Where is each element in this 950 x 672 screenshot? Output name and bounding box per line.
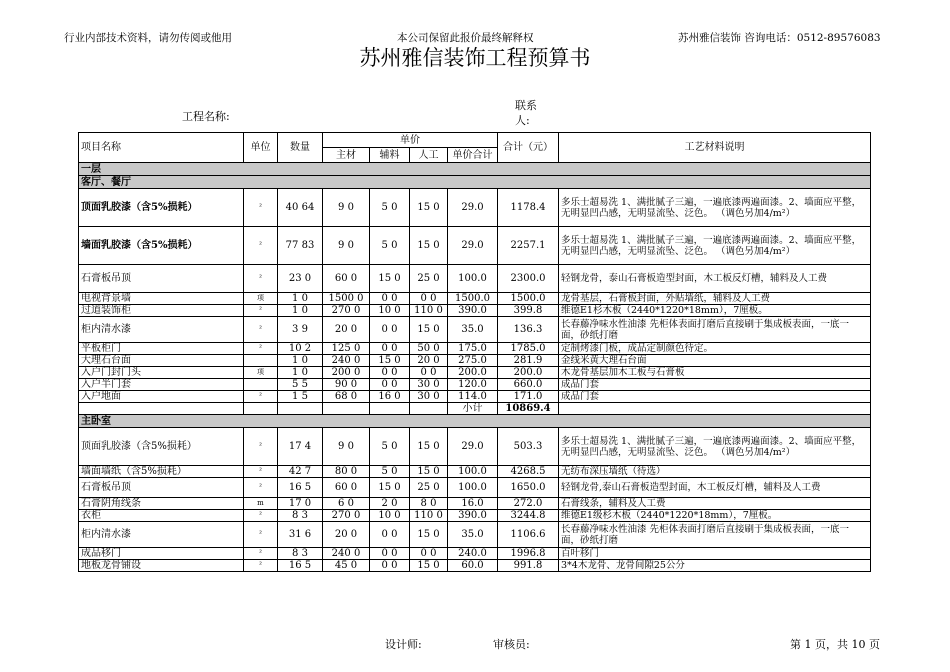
table-row	[79, 522, 871, 548]
item-aux-price: 15 0	[370, 265, 410, 293]
item-qty: 40 64	[278, 189, 323, 227]
item-unit: ²	[244, 428, 278, 466]
item-total: 171.0	[498, 391, 559, 403]
item-description: 定制烤漆门板，成品定制颜色待定。	[559, 343, 871, 355]
item-total: 991.8	[498, 560, 559, 572]
item-description: 无纺布深压墙纸（待选）	[559, 466, 871, 478]
item-total: 200.0	[498, 367, 559, 379]
col-qty: 数量	[278, 133, 323, 163]
item-main-price: 125 0	[323, 343, 370, 355]
item-main-price: 45 0	[323, 560, 370, 572]
subtotal-value: 10869.4	[498, 403, 559, 415]
item-name: 电视背景墙	[79, 293, 244, 305]
col-unit: 单位	[244, 133, 278, 163]
item-name: 墙面乳胶漆（含5%损耗）	[79, 227, 244, 265]
item-description: 长春藤净味水性油漆 先柜体表面打磨后直接刷于集成板表面，一底一面，砂纸打磨	[559, 317, 871, 343]
item-name: 石膏板吊顶	[79, 478, 244, 498]
item-aux-price: 5 0	[370, 428, 410, 466]
item-description: 长春藤净味水性油漆 先柜体表面打磨后直接刷于集成板表面，一底一面，砂纸打磨	[559, 522, 871, 548]
item-name: 柜内清水漆	[79, 317, 244, 343]
item-unit-subtotal: 240.0	[448, 548, 498, 560]
item-description: 维德E1杉木板（2440*1220*18mm），7厘板。	[559, 305, 871, 317]
item-unit-subtotal: 390.0	[448, 305, 498, 317]
col-name: 项目名称	[79, 133, 244, 163]
item-labor-price: 0 0	[410, 548, 448, 560]
table-row	[79, 548, 871, 560]
item-description: 成品门套	[559, 391, 871, 403]
item-qty: 42 7	[278, 466, 323, 478]
item-main-price: 200 0	[323, 367, 370, 379]
item-unit-subtotal: 100.0	[448, 265, 498, 293]
item-aux-price: 0 0	[370, 548, 410, 560]
table-row	[79, 379, 871, 391]
item-main-price: 6 0	[323, 498, 370, 510]
item-total: 1650.0	[498, 478, 559, 498]
item-main-price: 60 0	[323, 478, 370, 498]
item-aux-price: 10 0	[370, 510, 410, 522]
item-name: 入户地面	[79, 391, 244, 403]
item-qty: 3 9	[278, 317, 323, 343]
item-total: 4268.5	[498, 466, 559, 478]
item-name: 入户门封门头	[79, 367, 244, 379]
item-unit-subtotal: 114.0	[448, 391, 498, 403]
table-row	[79, 367, 871, 379]
item-total: 3244.8	[498, 510, 559, 522]
item-aux-price: 2 0	[370, 498, 410, 510]
section-master-bedroom	[79, 415, 871, 428]
company-contact: 苏州雅信装饰 咨询电话：0512-89576083	[678, 32, 881, 44]
item-description: 百叶移门	[559, 548, 871, 560]
item-unit-subtotal: 35.0	[448, 317, 498, 343]
item-main-price: 9 0	[323, 189, 370, 227]
item-main-price: 68 0	[323, 391, 370, 403]
item-unit-subtotal: 175.0	[448, 343, 498, 355]
section-title: 一层	[79, 163, 871, 176]
item-qty: 8 3	[278, 510, 323, 522]
item-unit: 项	[244, 367, 278, 379]
item-name: 顶面乳胶漆（含5%损耗）	[79, 189, 244, 227]
item-unit-subtotal: 29.0	[448, 189, 498, 227]
item-unit-subtotal: 29.0	[448, 428, 498, 466]
item-aux-price: 5 0	[370, 227, 410, 265]
item-qty: 1 5	[278, 391, 323, 403]
item-total: 2300.0	[498, 265, 559, 293]
item-qty: 1 0	[278, 367, 323, 379]
item-total: 1500.0	[498, 293, 559, 305]
item-aux-price: 0 0	[370, 367, 410, 379]
item-total: 1106.6	[498, 522, 559, 548]
table-row	[79, 466, 871, 478]
item-name: 过道装饰柜	[79, 305, 244, 317]
table-row	[79, 560, 871, 572]
item-main-price: 20 0	[323, 522, 370, 548]
item-main-price: 9 0	[323, 428, 370, 466]
item-labor-price: 110 0	[410, 305, 448, 317]
item-main-price: 270 0	[323, 305, 370, 317]
item-aux-price: 0 0	[370, 293, 410, 305]
item-labor-price: 30 0	[410, 391, 448, 403]
item-aux-price: 0 0	[370, 560, 410, 572]
item-description: 3*4木龙骨、龙骨间隙25公分	[559, 560, 871, 572]
item-name: 衣柜	[79, 510, 244, 522]
item-labor-price: 0 0	[410, 293, 448, 305]
item-qty: 16 5	[278, 560, 323, 572]
item-qty: 16 5	[278, 478, 323, 498]
col-aux: 辅料	[370, 148, 410, 163]
item-description: 多乐士超易洗 1、满批腻子三遍，一遍底漆两遍面漆。2、墙面应平整，无明显凹凸感，无明显流坠、泛色。 （调色另加4/m²）	[559, 227, 871, 265]
item-unit	[244, 355, 278, 367]
item-unit: ²	[244, 227, 278, 265]
item-labor-price: 15 0	[410, 227, 448, 265]
table-row	[79, 355, 871, 367]
item-qty: 5 5	[278, 379, 323, 391]
budget-table	[78, 132, 871, 572]
table-row	[79, 343, 871, 355]
item-total: 399.8	[498, 305, 559, 317]
item-total: 1178.4	[498, 189, 559, 227]
item-unit: ²	[244, 317, 278, 343]
item-aux-price: 5 0	[370, 466, 410, 478]
item-unit: ²	[244, 522, 278, 548]
item-description: 木龙骨基层加木工板与石膏板	[559, 367, 871, 379]
designer-label: 设计师:	[385, 638, 422, 651]
rights-note: 本公司保留此报价最终解释权	[397, 32, 534, 44]
item-unit-subtotal: 1500.0	[448, 293, 498, 305]
item-unit-subtotal: 100.0	[448, 466, 498, 478]
item-main-price: 80 0	[323, 466, 370, 478]
item-qty: 77 83	[278, 227, 323, 265]
table-row	[79, 510, 871, 522]
item-aux-price: 0 0	[370, 343, 410, 355]
item-description: 多乐士超易洗 1、满批腻子三遍，一遍底漆两遍面漆。2、墙面应平整，无明显凹凸感，无明显流坠、泛色。 （调色另加4/m²）	[559, 189, 871, 227]
section-title: 主卧室	[79, 415, 871, 428]
table-row	[79, 305, 871, 317]
item-main-price: 20 0	[323, 317, 370, 343]
contact-label-line2: 人:	[515, 114, 530, 127]
table-row	[79, 478, 871, 498]
item-description: 多乐士超易洗 1、满批腻子三遍，一遍底漆两遍面漆。2、墙面应平整，无明显凹凸感，无明显流坠、泛色。 （调色另加4/m²）	[559, 428, 871, 466]
item-unit: ²	[244, 189, 278, 227]
item-qty: 23 0	[278, 265, 323, 293]
item-labor-price: 110 0	[410, 510, 448, 522]
item-unit: ²	[244, 510, 278, 522]
item-description: 维德E1级杉木板（2440*1220*18mm），7厘板。	[559, 510, 871, 522]
item-qty: 17 0	[278, 498, 323, 510]
item-total: 1996.8	[498, 548, 559, 560]
table-row	[79, 391, 871, 403]
page-indicator: 第 1 页，共 10 页	[790, 638, 880, 651]
section-living	[79, 176, 871, 189]
item-name: 大理石台面	[79, 355, 244, 367]
item-qty: 31 6	[278, 522, 323, 548]
item-unit: ²	[244, 391, 278, 403]
col-unit-price: 单价	[323, 133, 498, 148]
col-labor: 人工	[410, 148, 448, 163]
table-row	[79, 428, 871, 466]
item-unit-subtotal: 100.0	[448, 478, 498, 498]
subtotal-row	[79, 403, 871, 415]
item-main-price: 270 0	[323, 510, 370, 522]
item-aux-price: 15 0	[370, 478, 410, 498]
item-labor-price: 15 0	[410, 428, 448, 466]
section-title: 客厅、餐厅	[79, 176, 871, 189]
table-row	[79, 498, 871, 510]
item-unit: m	[244, 498, 278, 510]
item-qty: 1 0	[278, 355, 323, 367]
item-labor-price: 50 0	[410, 343, 448, 355]
project-name-label: 工程名称:	[182, 110, 230, 123]
item-total: 136.3	[498, 317, 559, 343]
item-aux-price: 5 0	[370, 189, 410, 227]
item-name: 柜内清水漆	[79, 522, 244, 548]
item-total: 2257.1	[498, 227, 559, 265]
item-description: 轻钢龙骨,泰山石膏板造型封面，木工板反灯槽，辅料及人工费	[559, 478, 871, 498]
item-main-price: 60 0	[323, 265, 370, 293]
subtotal-label: 小计	[448, 403, 498, 415]
item-unit-subtotal: 29.0	[448, 227, 498, 265]
item-labor-price: 8 0	[410, 498, 448, 510]
item-main-price: 240 0	[323, 355, 370, 367]
item-aux-price: 0 0	[370, 317, 410, 343]
item-main-price: 90 0	[323, 379, 370, 391]
col-desc: 工艺材料说明	[559, 133, 871, 163]
item-name: 墙面墙纸（含5%损耗）	[79, 466, 244, 478]
item-qty: 8 3	[278, 548, 323, 560]
item-labor-price: 30 0	[410, 379, 448, 391]
table-row	[79, 227, 871, 265]
table-row	[79, 189, 871, 227]
confidential-note: 行业内部技术资料，请勿传阅或他用	[64, 32, 232, 44]
item-description: 成品门套	[559, 379, 871, 391]
item-name: 石膏阴角线条	[79, 498, 244, 510]
item-qty: 10 2	[278, 343, 323, 355]
section-floor1	[79, 163, 871, 176]
item-unit: ²	[244, 265, 278, 293]
item-labor-price: 15 0	[410, 466, 448, 478]
item-qty: 17 4	[278, 428, 323, 466]
table-row	[79, 293, 871, 305]
item-qty: 1 0	[278, 305, 323, 317]
reviewer-label: 审核员:	[493, 638, 530, 651]
item-labor-price: 20 0	[410, 355, 448, 367]
item-unit-subtotal: 16.0	[448, 498, 498, 510]
item-unit-subtotal: 390.0	[448, 510, 498, 522]
item-total: 660.0	[498, 379, 559, 391]
item-name: 入户半门套	[79, 379, 244, 391]
item-total: 272.0	[498, 498, 559, 510]
page-title: 苏州雅信装饰工程预算书	[359, 46, 591, 70]
item-name: 石膏板吊顶	[79, 265, 244, 293]
item-unit: ²	[244, 343, 278, 355]
item-total: 1785.0	[498, 343, 559, 355]
item-labor-price: 15 0	[410, 189, 448, 227]
item-labor-price: 0 0	[410, 367, 448, 379]
col-main: 主材	[323, 148, 370, 163]
item-main-price: 1500 0	[323, 293, 370, 305]
item-labor-price: 15 0	[410, 317, 448, 343]
item-unit-subtotal: 60.0	[448, 560, 498, 572]
item-total: 281.9	[498, 355, 559, 367]
item-unit: ²	[244, 305, 278, 317]
item-unit-subtotal: 120.0	[448, 379, 498, 391]
table-row	[79, 317, 871, 343]
col-total: 合计（元）	[498, 133, 559, 163]
item-total: 503.3	[498, 428, 559, 466]
item-aux-price: 0 0	[370, 522, 410, 548]
table-row	[79, 265, 871, 293]
item-unit: ²	[244, 560, 278, 572]
item-unit: ²	[244, 478, 278, 498]
item-unit	[244, 379, 278, 391]
item-unit-subtotal: 275.0	[448, 355, 498, 367]
item-description: 金线米黄大理石台面	[559, 355, 871, 367]
item-description: 龙骨基层，石膏板封面，外贴墙纸，辅料及人工费	[559, 293, 871, 305]
item-labor-price: 25 0	[410, 265, 448, 293]
item-unit-subtotal: 200.0	[448, 367, 498, 379]
col-subtotal: 单价合计	[448, 148, 498, 163]
item-unit: 项	[244, 293, 278, 305]
item-main-price: 240 0	[323, 548, 370, 560]
item-aux-price: 16 0	[370, 391, 410, 403]
item-unit: ²	[244, 466, 278, 478]
item-labor-price: 15 0	[410, 560, 448, 572]
item-labor-price: 15 0	[410, 522, 448, 548]
item-unit-subtotal: 35.0	[448, 522, 498, 548]
item-name: 地板龙骨铺设	[79, 560, 244, 572]
item-description: 轻钢龙骨，泰山石膏板造型封面，木工板反灯槽，辅料及人工费	[559, 265, 871, 293]
item-aux-price: 15 0	[370, 355, 410, 367]
contact-label-line1: 联系	[515, 99, 537, 112]
item-labor-price: 25 0	[410, 478, 448, 498]
item-aux-price: 0 0	[370, 379, 410, 391]
item-main-price: 9 0	[323, 227, 370, 265]
item-unit: ²	[244, 548, 278, 560]
item-qty: 1 0	[278, 293, 323, 305]
item-name: 成品移门	[79, 548, 244, 560]
item-aux-price: 10 0	[370, 305, 410, 317]
item-description: 石膏线条，辅料及人工费	[559, 498, 871, 510]
item-name: 平板柜门	[79, 343, 244, 355]
item-name: 顶面乳胶漆（含5%损耗）	[79, 428, 244, 466]
